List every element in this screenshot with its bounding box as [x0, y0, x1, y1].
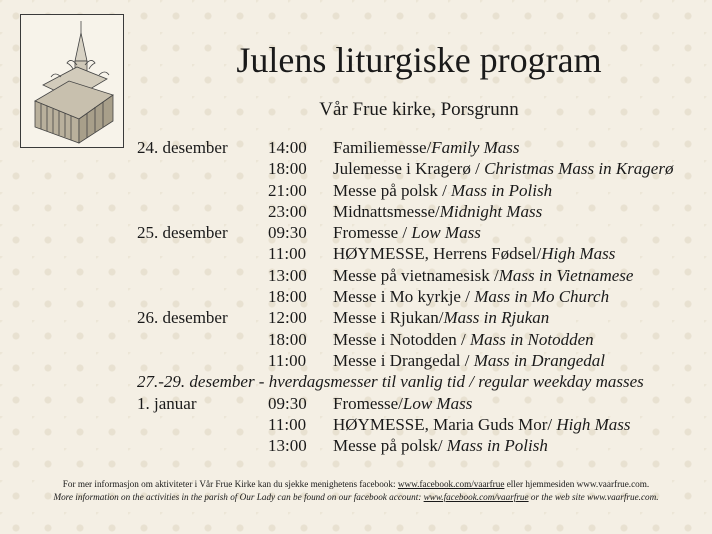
event-norwegian: HØYMESSE, Herrens Fødsel/ — [333, 244, 542, 264]
event-english: Mass in Polish — [451, 180, 553, 200]
facebook-link[interactable]: www.facebook.com/vaarfrue — [397, 479, 505, 489]
event-english: Midnight Mass — [439, 201, 543, 221]
schedule-date: 26. desember — [137, 308, 228, 328]
schedule-event — [333, 243, 615, 264]
schedule-row — [137, 222, 707, 243]
event-english: High Mass — [541, 244, 616, 264]
schedule-time: 11:00 — [268, 414, 307, 434]
schedule-row — [137, 180, 707, 201]
event-english: Low Mass — [402, 393, 473, 413]
schedule-time: 23:00 — [268, 201, 307, 221]
event-norwegian: Julemesse i Kragerø / — [333, 159, 485, 179]
event-norwegian: Messe i Mo kyrkje / — [333, 287, 475, 307]
event-english: Mass in Mo Church — [474, 287, 610, 307]
schedule-time: 11:00 — [268, 350, 307, 370]
schedule-event — [333, 137, 520, 158]
event-norwegian: HØYMESSE, Maria Guds Mor/ — [333, 414, 557, 434]
schedule-row — [137, 286, 707, 307]
schedule-row — [137, 201, 707, 222]
event-norwegian: Messe i Rjukan/ — [333, 308, 444, 328]
event-english: Mass in Polish — [446, 436, 548, 456]
schedule-event — [333, 435, 548, 456]
footer-text: More information on the activities in the parish of Our Lady can be found on our facebook account: — [53, 492, 424, 502]
weekday-note-row — [137, 371, 707, 392]
page-title: Julens liturgiske program — [236, 40, 602, 80]
church-name: Vår Frue kirke, Porsgrunn — [319, 99, 519, 120]
footer-line-english — [0, 491, 712, 504]
event-norwegian: Fromesse / — [333, 223, 412, 243]
event-norwegian: Messe på polsk / — [333, 180, 452, 200]
schedule-time: 18:00 — [268, 329, 307, 349]
schedule-time: 21:00 — [268, 180, 307, 200]
event-english: Mass in Rjukan — [443, 308, 550, 328]
schedule-event — [333, 329, 594, 350]
schedule-row — [137, 350, 707, 371]
schedule-event — [333, 201, 542, 222]
event-english: Christmas Mass in Kragerø — [484, 159, 674, 179]
footer-info — [0, 478, 712, 504]
church-illustration — [20, 14, 124, 148]
event-english: Mass in Notodden — [469, 329, 594, 349]
schedule-time: 18:00 — [268, 159, 307, 179]
event-english: Family Mass — [431, 138, 520, 157]
schedule-date: 25. desember — [137, 223, 228, 243]
footer-text: eller hjemmesiden www.vaarfrue.com. — [504, 479, 650, 489]
schedule-event — [333, 307, 549, 328]
schedule-time: 14:00 — [268, 138, 307, 157]
schedule-event — [333, 265, 633, 286]
schedule-row — [137, 393, 707, 414]
event-norwegian: Midnattsmesse/ — [333, 201, 440, 221]
schedule-time: 13:00 — [268, 265, 307, 285]
schedule-date: 24. desember — [137, 138, 228, 157]
event-norwegian: Familiemesse/ — [333, 138, 432, 157]
schedule-row — [137, 265, 707, 286]
mass-schedule — [137, 137, 707, 456]
weekday-note: 27.-29. desember - hverdagsmesser til vanlig tid / regular weekday masses — [137, 372, 644, 392]
event-english: High Mass — [556, 414, 631, 434]
schedule-row — [137, 137, 707, 158]
schedule-event — [333, 158, 673, 179]
schedule-row — [137, 158, 707, 179]
schedule-event — [333, 286, 609, 307]
footer-text: For mer informasjon om aktiviteter i Vår Frue Kirke kan du sjekke menighetens facebook: — [62, 479, 398, 489]
event-english: Low Mass — [411, 223, 481, 243]
event-norwegian: Messe på polsk/ — [333, 436, 447, 456]
schedule-row — [137, 435, 707, 456]
event-norwegian: Fromesse/ — [333, 393, 403, 413]
schedule-event — [333, 414, 631, 435]
event-english: Mass in Vietnamese — [498, 265, 634, 285]
schedule-row — [137, 307, 707, 328]
event-english: Mass in Drangedal — [473, 350, 605, 370]
footer-text: or the web site www.vaarfrue.com. — [528, 492, 659, 502]
schedule-event — [333, 350, 605, 371]
event-norwegian: Messe i Drangedal / — [333, 350, 474, 370]
footer-line-norwegian — [0, 478, 712, 491]
schedule-time: 09:30 — [268, 393, 307, 413]
schedule-time: 11:00 — [268, 244, 307, 264]
schedule-event — [333, 222, 481, 243]
schedule-row — [137, 414, 707, 435]
schedule-time: 13:00 — [268, 436, 307, 456]
schedule-row — [137, 329, 707, 350]
church-drawing-icon — [21, 15, 123, 147]
schedule-event — [333, 180, 552, 201]
schedule-time: 09:30 — [268, 223, 307, 243]
schedule-row — [137, 243, 707, 264]
schedule-date: 1. januar — [137, 393, 197, 413]
schedule-event — [333, 393, 472, 414]
schedule-time: 18:00 — [268, 287, 307, 307]
event-norwegian: Messe i Notodden / — [333, 329, 470, 349]
facebook-link[interactable]: www.facebook.com/vaarfrue — [423, 492, 529, 502]
event-norwegian: Messe på vietnamesisk / — [333, 265, 499, 285]
schedule-time: 12:00 — [268, 308, 307, 328]
